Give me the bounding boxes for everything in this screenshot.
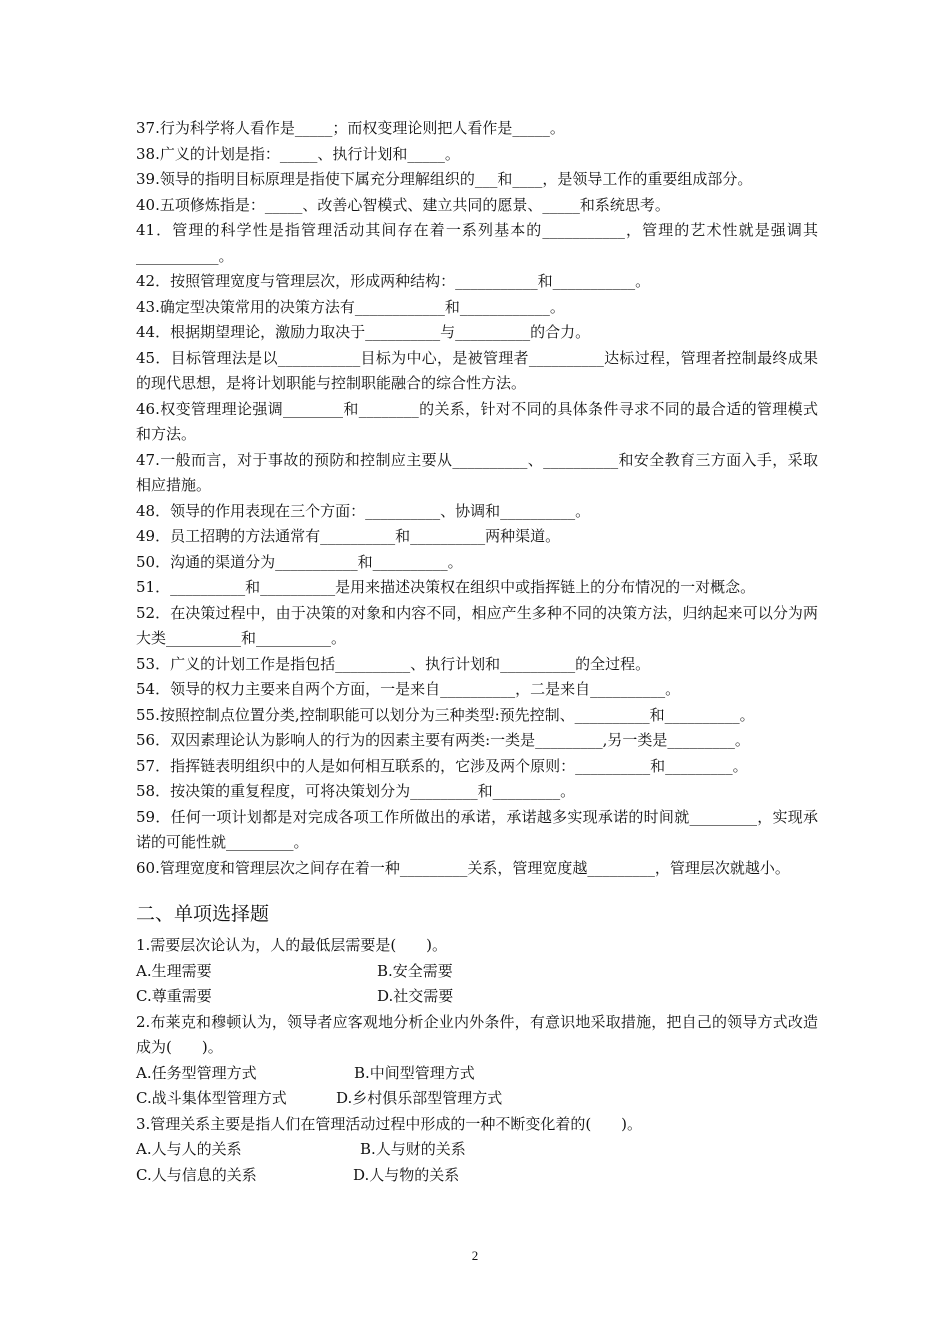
question-37: 37.行为科学将人看作是_____；而权变理论则把人看作是_____。 <box>136 119 565 137</box>
question-55: 55.按照控制点位置分类,控制职能可以划分为三种类型:预先控制、__________和__________。 <box>136 705 755 724</box>
question-58: 58．按决策的重复程度，可将决策划分为_________和_________。 <box>136 782 576 800</box>
question-41: 41．管理的科学性是指管理活动其间存在着一系列基本的___________，管理的艺术性就是强调其___________。 <box>136 221 818 265</box>
option-a: A.生理需要 <box>136 961 212 980</box>
option-d: D.人与物的关系 <box>353 1165 460 1184</box>
question-42: 42．按照管理宽度与管理层次，形成两种结构：___________和___________。 <box>136 272 651 290</box>
option-row <box>136 959 818 985</box>
question-53: 53．广义的计划工作是指包括__________、执行计划和__________的全过程。 <box>136 654 651 673</box>
option-row <box>136 984 818 1010</box>
question-43: 43.确定型决策常用的决策方法有____________和____________。 <box>136 297 565 316</box>
option-row <box>136 1061 818 1087</box>
question-51: 51．__________和__________是用来描述决策权在组织中或指挥链上的分布情况的一对概念。 <box>136 578 756 596</box>
option-d: D.乡村俱乐部型管理方式 <box>336 1089 503 1107</box>
question-52: 52．在决策过程中，由于决策的对象和内容不同，相应产生多种不同的决策方法，归纳起来可以分为两大类__________和__________。 <box>136 603 818 647</box>
question-38: 38.广义的计划是指：_____、执行计划和_____。 <box>136 144 460 163</box>
question-44: 44．根据期望理论，激励力取决于__________与__________的合力。 <box>136 323 591 341</box>
option-c: C.战斗集体型管理方式 <box>136 1089 287 1107</box>
question-54: 54．领导的权力主要来自两个方面，一是来自__________，二是来自__________。 <box>136 680 681 698</box>
option-a: A.任务型管理方式 <box>136 1063 257 1082</box>
option-row <box>136 1163 818 1189</box>
question-39: 39.领导的指明目标原理是指使下属充分理解组织的___和____，是领导工作的重要组成部分。 <box>136 170 753 188</box>
option-b: B.人与财的关系 <box>360 1140 466 1158</box>
section-heading: 二、单项选择题 <box>136 903 270 925</box>
question-47: 47.一般而言，对于事故的预防和控制应主要从__________、__________和安全教育三方面入手，采取相应措施。 <box>136 450 818 494</box>
option-row <box>136 1137 818 1163</box>
question-46: 46.权变管理理论强调________和________的关系，针对不同的具体条件寻求不同的最合适的管理模式和方法。 <box>136 399 818 443</box>
question-45: 45．目标管理法是以___________目标为中心，是被管理者__________达标过程，管理者控制最终成果的现代思想，是将计划职能与控制职能融合的综合性方法。 <box>136 348 818 392</box>
question-59: 59．任何一项计划都是对完成各项工作所做出的承诺，承诺越多实现承诺的时间就_________，实现承诺的可能性就_________。 <box>136 807 818 851</box>
mc-question-3: 3.管理关系主要是指人们在管理活动过程中形成的一种不断变化着的( )。 <box>136 1114 643 1133</box>
question-60: 60.管理宽度和管理层次之间存在着一种_________关系，管理宽度越_________，管理层次就越小。 <box>136 858 790 877</box>
option-d: D.社交需要 <box>377 987 454 1005</box>
mc-question-1: 1.需要层次论认为，人的最低层需要是( )。 <box>136 936 448 954</box>
option-c: C.尊重需要 <box>136 987 212 1005</box>
option-b: B.中间型管理方式 <box>354 1063 475 1082</box>
question-56: 56．双因素理论认为影响人的行为的因素主要有两类:一类是_________,另一类是_________。 <box>136 731 750 749</box>
question-48: 48．领导的作用表现在三个方面：__________、协调和__________。 <box>136 501 591 520</box>
question-57: 57．指挥链表明组织中的人是如何相互联系的，它涉及两个原则：__________和_________。 <box>136 756 748 775</box>
option-row <box>136 1086 818 1112</box>
option-a: A.人与人的关系 <box>136 1140 242 1158</box>
page-number: 2 <box>471 1248 479 1263</box>
option-c: C.人与信息的关系 <box>136 1165 257 1184</box>
question-40: 40.五项修炼指是：_____、改善心智模式、建立共同的愿景、_____和系统思考。 <box>136 195 670 214</box>
option-b: B.安全需要 <box>377 961 453 980</box>
question-50: 50．沟通的渠道分为___________和__________。 <box>136 552 463 571</box>
question-49: 49．员工招聘的方法通常有__________和__________两种渠道。 <box>136 527 561 545</box>
mc-question-2: 2.布莱克和穆顿认为，领导者应客观地分析企业内外条件，有意识地采取措施，把自己的领导方式改造成为( )。 <box>136 1012 818 1056</box>
page-content <box>136 116 818 1188</box>
